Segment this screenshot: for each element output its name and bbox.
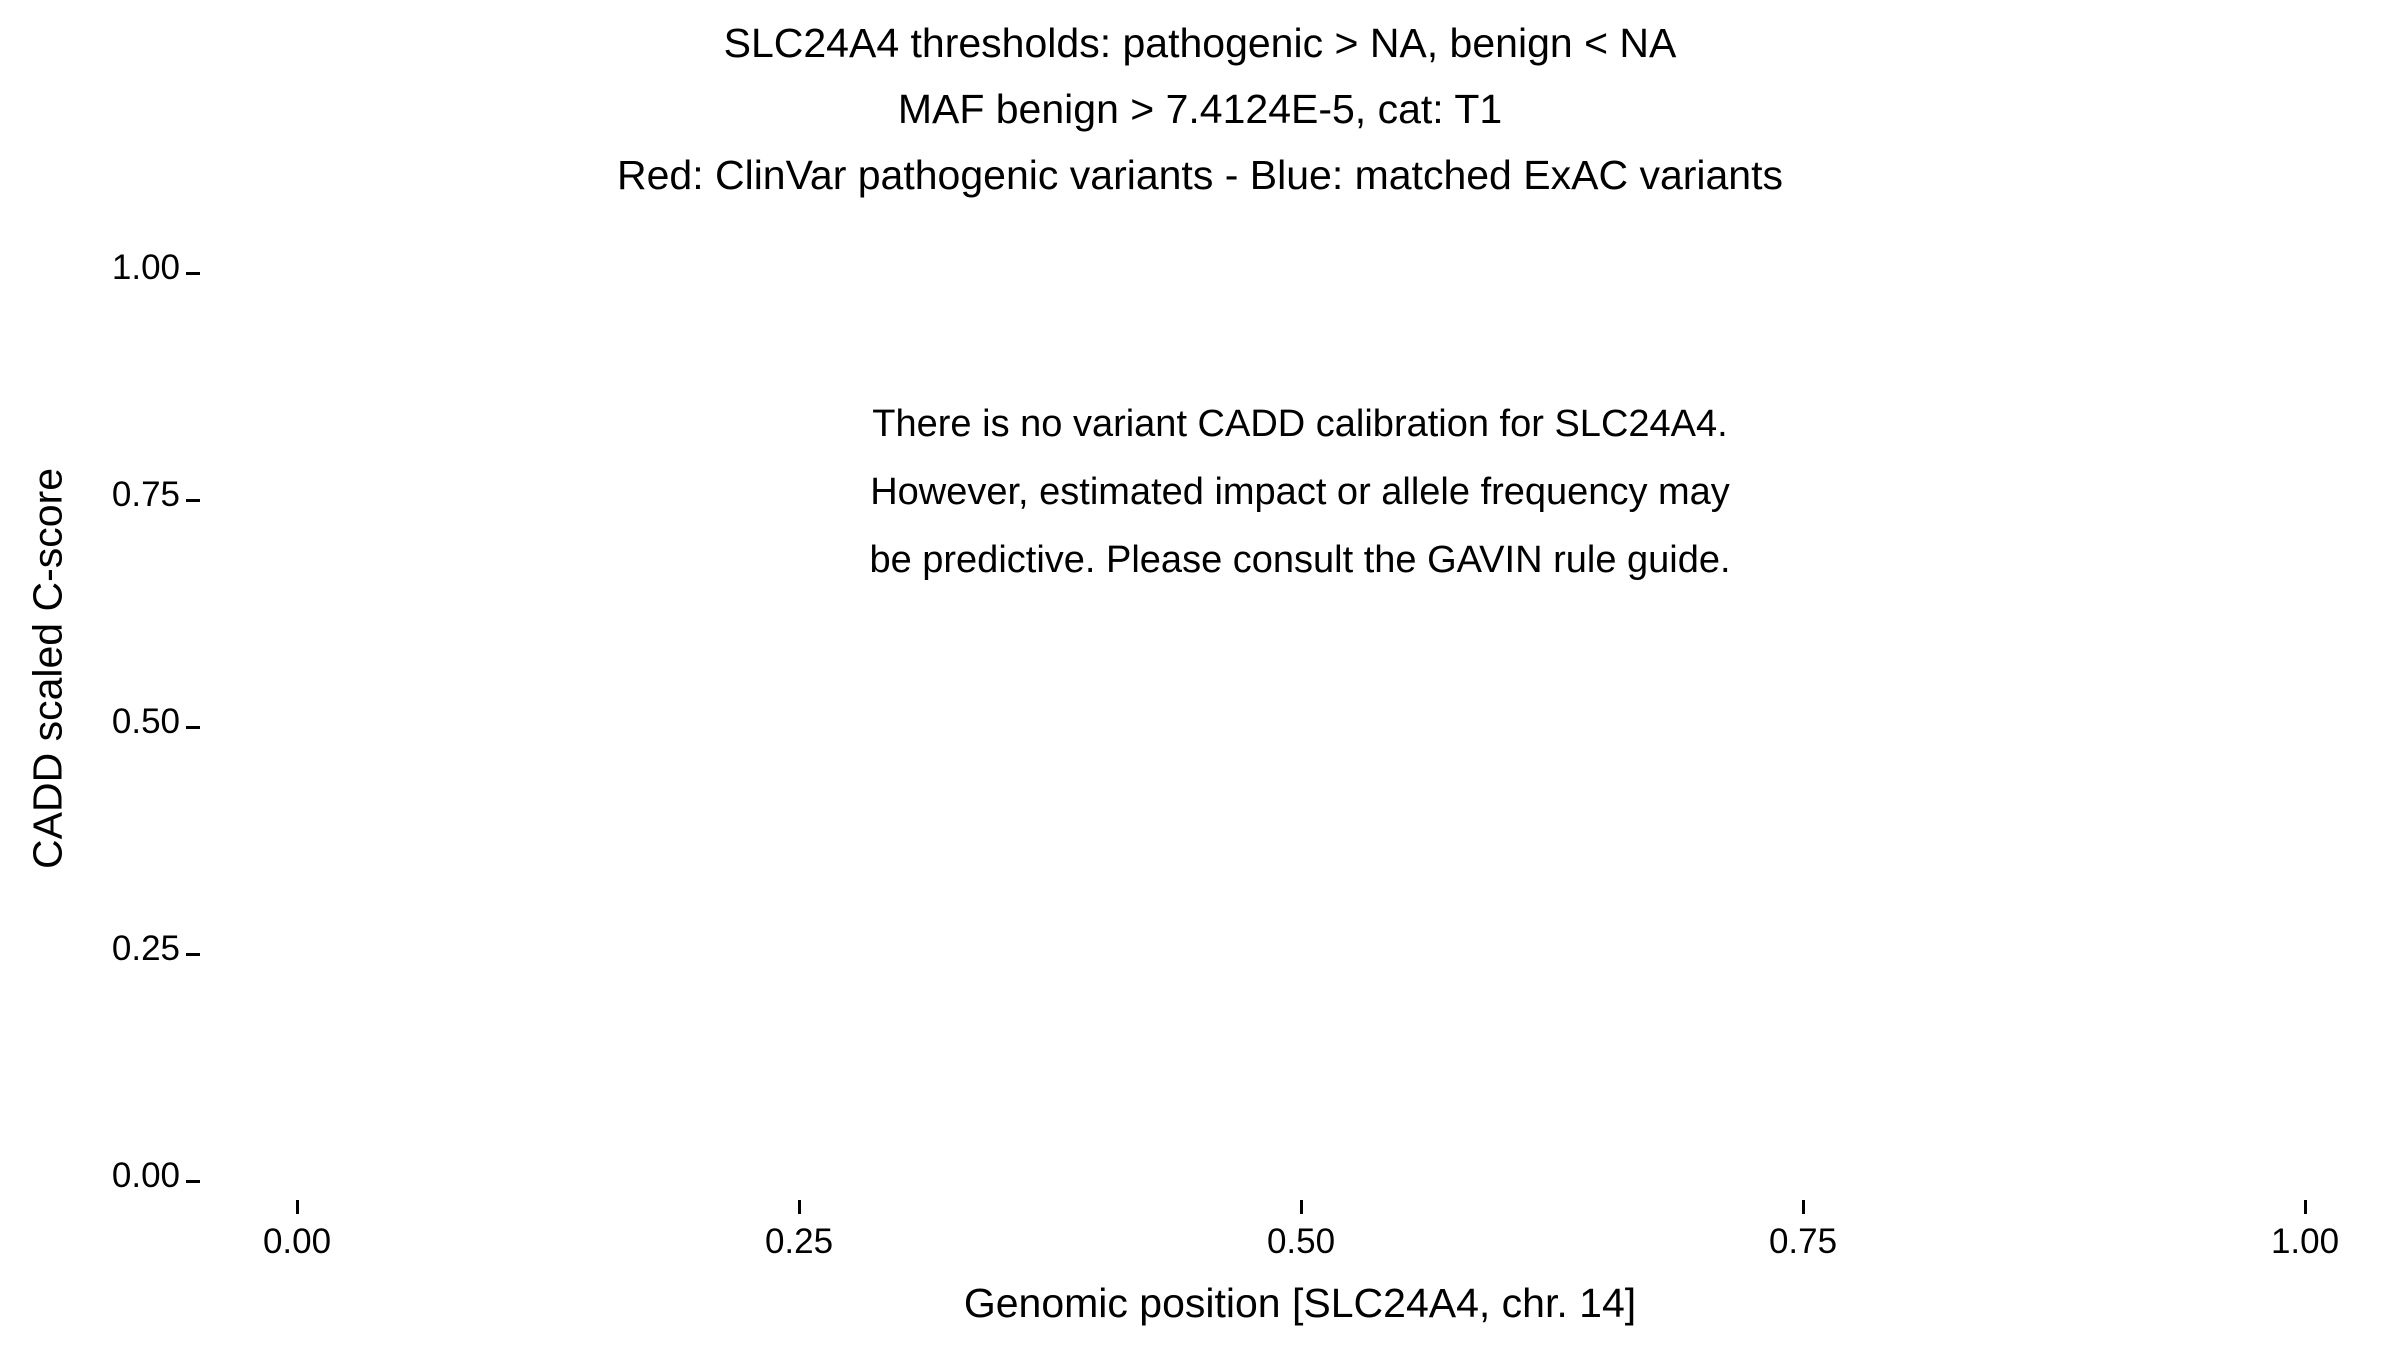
chart-title — [0, 10, 2400, 208]
x-tick-label-0.25: 0.25 — [764, 1222, 834, 1261]
plot-annotation-line-3: be predictive. Please consult the GAVIN rule guide. — [869, 539, 1731, 581]
plot-annotation — [600, 390, 2000, 594]
y-tick-label-0.75: 0.75 — [111, 475, 180, 514]
plot-annotation-line-1: There is no variant CADD calibration for SLC24A4. — [872, 403, 1728, 445]
x-tick-label-0.75: 0.75 — [1768, 1222, 1838, 1261]
chart-title-line-1: SLC24A4 thresholds: pathogenic > NA, benign < NA — [723, 20, 1677, 66]
y-tick-label-1.00: 1.00 — [111, 248, 180, 287]
x-tick-mark-0.25 — [798, 1200, 801, 1214]
chart-title-line-3: Red: ClinVar pathogenic variants - Blue: matched ExAC variants — [616, 152, 1784, 198]
x-tick-mark-0.50 — [1300, 1200, 1303, 1214]
y-tick-label-0.50: 0.50 — [111, 702, 180, 741]
y-tick-mark-0.75 — [186, 499, 200, 502]
x-tick-label-1.00: 1.00 — [2270, 1222, 2340, 1261]
x-tick-label-0.00: 0.00 — [262, 1222, 332, 1261]
y-tick-label-0.00: 0.00 — [111, 1156, 180, 1195]
y-tick-label-0.25: 0.25 — [111, 929, 180, 968]
plot-annotation-line-2: However, estimated impact or allele frequency may — [870, 471, 1730, 513]
chart-title-line-2: MAF benign > 7.4124E-5, cat: T1 — [897, 86, 1503, 132]
x-tick-mark-1.00 — [2304, 1200, 2307, 1214]
x-tick-label-0.50: 0.50 — [1266, 1222, 1336, 1261]
y-tick-mark-1.00 — [186, 272, 200, 275]
y-tick-mark-0.00 — [186, 1180, 200, 1183]
y-axis-label: CADD scaled C-score — [24, 468, 71, 869]
y-tick-mark-0.25 — [186, 953, 200, 956]
x-tick-mark-0.75 — [1802, 1200, 1805, 1214]
x-axis-label: Genomic position [SLC24A4, chr. 14] — [963, 1280, 1637, 1326]
x-tick-mark-0.00 — [296, 1200, 299, 1214]
y-tick-mark-0.50 — [186, 726, 200, 729]
